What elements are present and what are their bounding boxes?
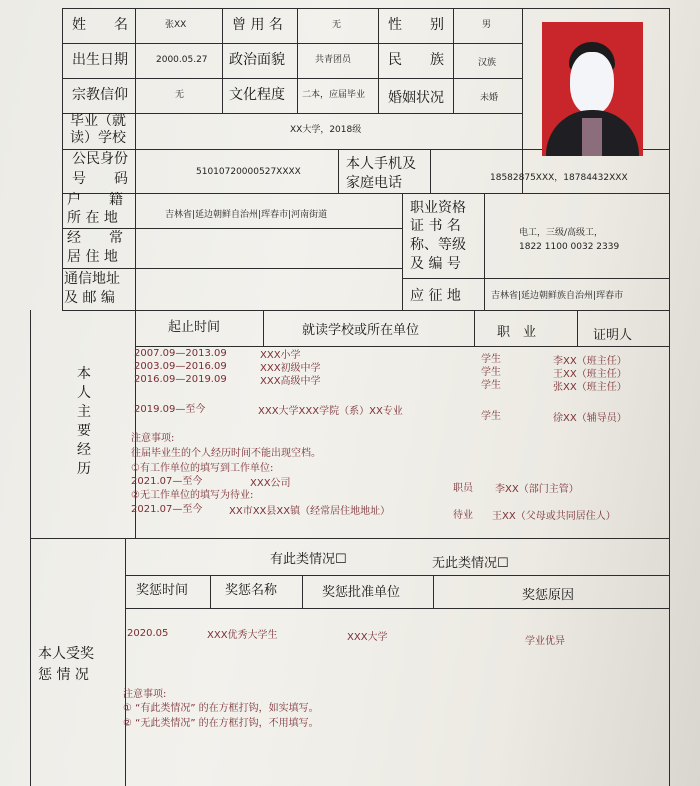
label-resume-side: 本人主要经历 [77,366,91,477]
value-gender: 男 [482,20,492,30]
label-hukou-line1: 户 籍 [67,192,123,208]
grid-line [125,608,670,609]
resume-row-2-period: 2003.09—2016.09 [134,361,227,372]
grid-line [62,310,670,311]
label-id-line2: 号 码 [72,171,128,187]
grid-line [577,310,578,346]
grid-line [402,193,403,310]
resume-row-2-witness: 王XX（班主任） [553,369,627,380]
resume-row-4-period: 2019.09—至今 [134,404,206,415]
resume-row-1-job: 学生 [481,354,501,365]
value-education: 二本，应届毕业 [302,90,366,100]
label-qual-line4: 及 编 号 [410,256,461,272]
value-school: XX大学，2018级 [290,125,362,135]
resume-notes-ex2-witness: 王XX（父母或共同居住人） [492,511,616,522]
grid-line [62,228,402,229]
rewards-header-name: 奖惩名称 [225,583,278,598]
resume-row-1-period: 2007.09—2013.09 [134,348,227,359]
grid-line [522,8,523,193]
resume-row-4-job: 学生 [481,411,501,422]
grid-line [30,310,31,786]
grid-line [484,193,485,310]
resume-notes-ex1-unit: XXX公司 [250,478,291,489]
value-phone: 18582875XXX，18784432XXX [490,173,628,183]
label-qual-line2: 证 书 名 [410,218,461,234]
rewards-notes-title: 注意事项: [123,689,167,700]
grid-line [453,8,454,113]
resume-row-4-witness: 徐XX（辅导员） [553,413,627,424]
label-id-line1: 公民身份 [72,151,128,167]
label-former-name: 曾 用 名 [232,17,283,33]
resume-header-witness: 证明人 [593,328,633,343]
rewards-option-none[interactable]: 无此类情况☐ [432,556,509,571]
photo-face-blur [570,52,614,114]
grid-line [62,113,522,114]
rewards-notes-line2: ② “无此类情况” 的在方框打钩，不用填写。 [123,718,319,729]
grid-line [210,575,211,608]
applicant-photo [542,22,643,156]
value-religion: 无 [175,90,185,100]
resume-notes-line3: ②无工作单位的填写为待业: [131,490,254,501]
resume-row-1-witness: 李XX（班主任） [553,356,627,367]
label-education: 文化程度 [229,87,285,103]
value-ethnicity: 汉族 [478,58,497,68]
rewards-row-unit: XXX大学 [347,632,388,643]
resume-row-3-witness: 张XX（班主任） [553,382,627,393]
value-conscript-place: 吉林省|延边朝鲜族自治州|珲春市 [491,291,624,301]
label-political: 政治面貌 [229,52,285,68]
photo-shirt [582,118,602,156]
resume-notes-line2: ①有工作单位的填写到工作单位: [131,463,274,474]
resume-row-3-job: 学生 [481,380,501,391]
grid-line [474,310,475,346]
grid-line [222,8,223,113]
resume-row-1-unit: XXX小学 [260,350,301,361]
label-birth-date: 出生日期 [72,52,128,68]
resume-notes-title: 注意事项: [131,433,175,444]
resume-row-3-unit: XXX高级中学 [260,376,321,387]
value-political: 共青团员 [315,55,352,65]
grid-line [125,538,126,786]
resume-header-unit: 就读学校或所在单位 [302,323,420,338]
label-phone-line1: 本人手机及 [346,156,416,172]
value-former-name: 无 [332,20,342,30]
label-ethnicity: 民 族 [388,52,444,68]
label-rewards-line1: 本人受奖 [38,646,94,662]
grid-line [135,346,670,347]
grid-line [669,8,670,786]
rewards-header-time: 奖惩时间 [136,583,189,598]
grid-line [338,149,339,193]
label-name: 姓 名 [72,17,128,33]
value-id-number: 51010720000527XXXX [196,167,301,177]
rewards-header-unit: 奖惩批准单位 [322,585,401,600]
label-residence-line2: 居 住 地 [67,249,118,265]
value-name: 张XX [165,20,187,30]
value-marital: 未婚 [480,93,499,103]
resume-notes-ex2-unit: XX市XX县XX镇（经常居住地地址） [229,506,391,517]
rewards-row-reason: 学业优异 [525,636,565,647]
grid-line [62,193,670,194]
resume-notes-ex2-job: 待业 [453,510,473,521]
rewards-notes-line1: ① “有此类情况” 的在方框打钩，如实填写。 [123,703,319,714]
grid-line [433,575,434,608]
label-rewards-line2: 惩 情 况 [38,667,89,683]
label-conscript-place: 应 征 地 [410,288,461,304]
label-qual-line1: 职业资格 [410,200,466,216]
resume-row-4-unit: XXX大学XXX学院（系）XX专业 [258,406,403,417]
label-address-line1: 通信地址 [64,271,120,287]
resume-row-3-period: 2016.09—2019.09 [134,374,227,385]
value-hukou: 吉林省|延边朝鲜自治州|珲春市|河南街道 [165,210,328,220]
label-residence-line1: 经 常 [67,230,123,246]
resume-notes-ex1-period: 2021.07—至今 [131,476,203,487]
grid-line [62,8,63,310]
grid-line [430,149,431,193]
grid-line [297,8,298,113]
resume-header-job: 职 业 [497,325,537,340]
label-qual-line3: 称、等级 [410,237,466,253]
label-phone-line2: 家庭电话 [346,175,402,191]
rewards-header-reason: 奖惩原因 [522,588,575,603]
value-qual-line2: 1822 1100 0032 2339 [519,242,620,252]
resume-notes-line1: 往届毕业生的个人经历时间不能出现空档。 [131,448,321,459]
resume-row-2-job: 学生 [481,367,501,378]
grid-line [302,575,303,608]
grid-line [402,278,670,279]
label-address-line2: 及 邮 编 [64,290,115,306]
grid-line [125,575,670,576]
label-school-line1: 毕业（就 [70,113,126,129]
resume-row-2-unit: XXX初级中学 [260,363,321,374]
grid-line [263,310,264,346]
resume-notes-ex1-job: 职员 [453,483,473,494]
grid-line [30,538,670,539]
rewards-option-has[interactable]: 有此类情况☐ [270,552,347,567]
resume-header-period: 起止时间 [168,320,221,335]
value-birth-date: 2000.05.27 [156,55,208,65]
resume-notes-ex1-witness: 李XX（部门主管） [495,484,579,495]
label-school-line2: 读）学校 [70,130,126,146]
rewards-row-time: 2020.05 [127,628,169,639]
rewards-row-name: XXX优秀大学生 [207,630,278,641]
resume-notes-ex2-period: 2021.07—至今 [131,504,203,515]
label-religion: 宗教信仰 [72,87,128,103]
grid-line [62,268,402,269]
value-qual-line1: 电工，三级/高级工， [519,228,604,238]
label-marital: 婚姻状况 [388,90,444,106]
label-gender: 性 别 [388,17,444,33]
label-hukou-line2: 所 在 地 [67,210,118,226]
grid-line [62,8,670,9]
grid-line [378,8,379,113]
